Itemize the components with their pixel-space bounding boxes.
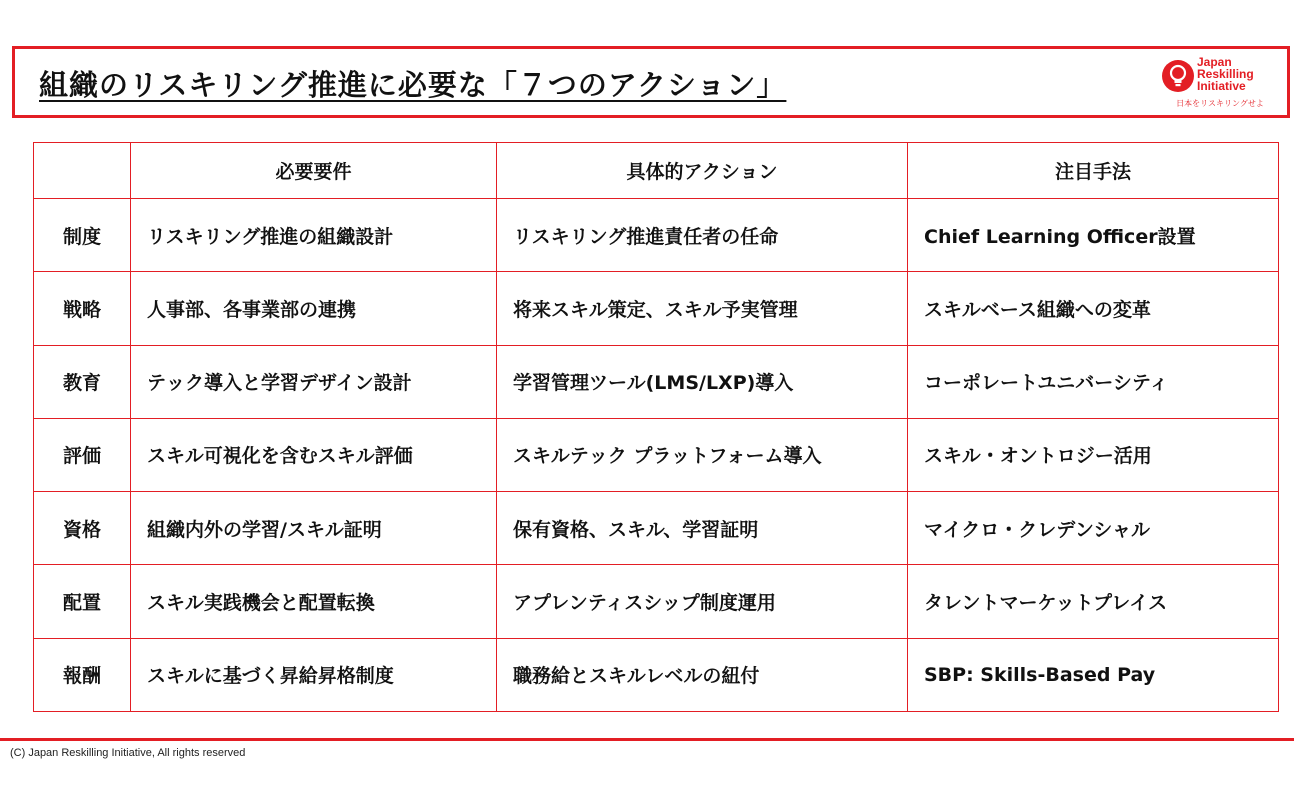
method-cell: マイクロ・クレデンシャル bbox=[908, 492, 1279, 565]
action-cell: 保有資格、スキル、学習証明 bbox=[497, 492, 908, 565]
requirement-cell: テック導入と学習デザイン設計 bbox=[131, 345, 497, 418]
logo-tagline: 日本をリスキリングせよ bbox=[1176, 99, 1264, 108]
category-cell: 教育 bbox=[34, 345, 131, 418]
category-cell: 戦略 bbox=[34, 272, 131, 345]
category-cell: 制度 bbox=[34, 199, 131, 272]
title-banner bbox=[12, 46, 1290, 118]
column-header bbox=[34, 143, 131, 199]
logo-wordmark bbox=[1197, 56, 1254, 92]
method-cell: スキル・オントロジー活用 bbox=[908, 418, 1279, 491]
action-cell: アプレンティスシップ制度運用 bbox=[497, 565, 908, 638]
table-row bbox=[34, 272, 1279, 345]
table-header-row bbox=[34, 143, 1279, 199]
requirement-cell: スキル可視化を含むスキル評価 bbox=[131, 418, 497, 491]
requirement-cell: 人事部、各事業部の連携 bbox=[131, 272, 497, 345]
page-title: 組織のリスキリング推進に必要な「７つのアクション」 bbox=[39, 68, 787, 102]
requirement-cell: リスキリング推進の組織設計 bbox=[131, 199, 497, 272]
table-row bbox=[34, 492, 1279, 565]
table-row bbox=[34, 345, 1279, 418]
method-cell: Chief Learning Officer設置 bbox=[908, 199, 1279, 272]
category-cell: 報酬 bbox=[34, 638, 131, 711]
copyright-notice: (C) Japan Reskilling Initiative, All rights reserved bbox=[10, 747, 246, 759]
logo-line: Reskilling bbox=[1197, 67, 1254, 81]
logo-line: Initiative bbox=[1197, 79, 1246, 93]
method-cell: コーポレートユニバーシティ bbox=[908, 345, 1279, 418]
category-cell: 配置 bbox=[34, 565, 131, 638]
table-row bbox=[34, 199, 1279, 272]
column-header: 具体的アクション bbox=[497, 143, 908, 199]
action-cell: リスキリング推進責任者の任命 bbox=[497, 199, 908, 272]
table-row bbox=[34, 418, 1279, 491]
requirement-cell: スキルに基づく昇給昇格制度 bbox=[131, 638, 497, 711]
lightbulb-icon bbox=[1161, 59, 1195, 93]
category-cell: 評価 bbox=[34, 418, 131, 491]
action-cell: 学習管理ツール(LMS/LXP)導入 bbox=[497, 345, 908, 418]
category-cell: 資格 bbox=[34, 492, 131, 565]
action-cell: 職務給とスキルレベルの紐付 bbox=[497, 638, 908, 711]
requirement-cell: スキル実践機会と配置転換 bbox=[131, 565, 497, 638]
column-header: 注目手法 bbox=[908, 143, 1279, 199]
requirement-cell: 組織内外の学習/スキル証明 bbox=[131, 492, 497, 565]
action-cell: スキルテック プラットフォーム導入 bbox=[497, 418, 908, 491]
actions-table bbox=[33, 142, 1279, 712]
footer-divider bbox=[0, 738, 1294, 741]
method-cell: スキルベース組織への変革 bbox=[908, 272, 1279, 345]
action-cell: 将来スキル策定、スキル予実管理 bbox=[497, 272, 908, 345]
logo-line: Japan bbox=[1197, 55, 1232, 69]
method-cell: SBP: Skills-Based Pay bbox=[908, 638, 1279, 711]
method-cell: タレントマーケットプレイス bbox=[908, 565, 1279, 638]
table-row bbox=[34, 638, 1279, 711]
table-row bbox=[34, 565, 1279, 638]
column-header: 必要要件 bbox=[131, 143, 497, 199]
logo bbox=[1161, 55, 1279, 113]
